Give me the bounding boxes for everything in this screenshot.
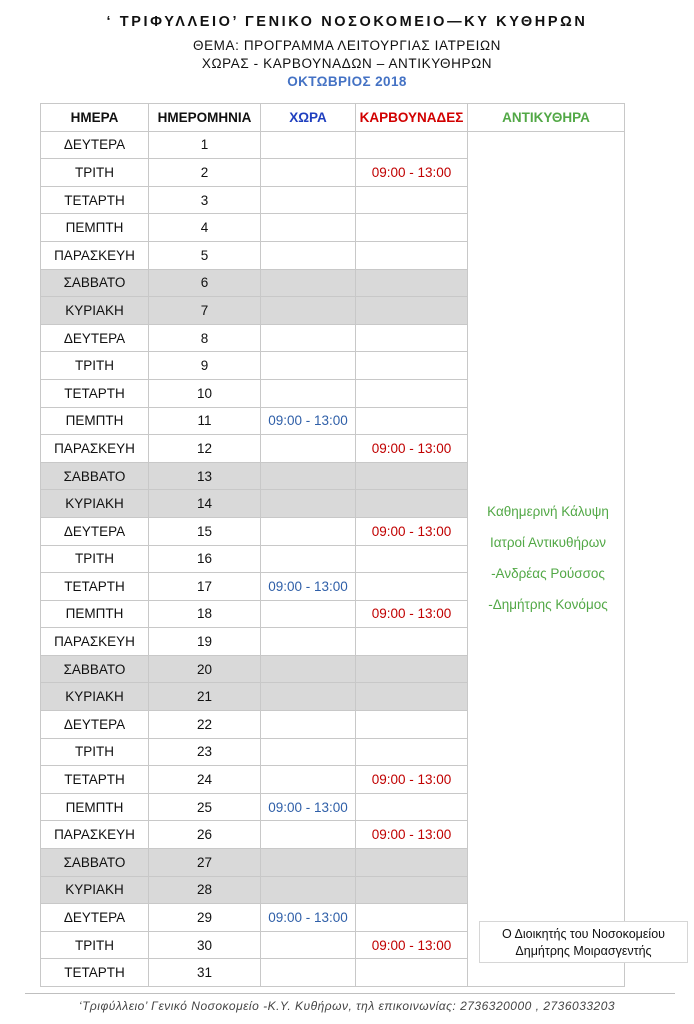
- day-cell: ΠΕΜΠΤΗ: [41, 600, 149, 628]
- date-cell: 8: [149, 324, 261, 352]
- karvounades-cell: 09:00 - 13:00: [356, 435, 468, 463]
- day-cell: ΣΑΒΒΑΤΟ: [41, 462, 149, 490]
- day-cell: ΔΕΥΤΕΡΑ: [41, 711, 149, 739]
- day-cell: ΠΑΡΑΣΚΕΥΗ: [41, 435, 149, 463]
- day-cell: ΚΥΡΙΑΚΗ: [41, 876, 149, 904]
- antikythira-note: Καθημερινή Κάλυψη: [487, 504, 609, 520]
- karvounades-cell: [356, 490, 468, 518]
- day-cell: ΣΑΒΒΑΤΟ: [41, 269, 149, 297]
- karvounades-cell: [356, 186, 468, 214]
- karvounades-cell: [356, 241, 468, 269]
- karvounades-cell: [356, 628, 468, 656]
- day-cell: ΔΕΥΤΕΡΑ: [41, 324, 149, 352]
- day-cell: ΤΡΙΤΗ: [41, 352, 149, 380]
- date-cell: 17: [149, 573, 261, 601]
- chora-cell: [261, 959, 356, 987]
- day-cell: ΚΥΡΙΑΚΗ: [41, 297, 149, 325]
- date-cell: 27: [149, 849, 261, 877]
- karvounades-cell: [356, 545, 468, 573]
- antikythira-note: Ιατροί Αντικυθήρων: [489, 535, 607, 551]
- document-title: ‘ ΤΡΙΦΥΛΛΕΙΟ’ ΓΕΝΙΚΟ ΝΟΣΟΚΟΜΕΙΟ—ΚΥ ΚΥΘΗΡΩΝ: [106, 14, 588, 30]
- date-cell: 14: [149, 490, 261, 518]
- date-cell: 19: [149, 628, 261, 656]
- date-cell: 30: [149, 931, 261, 959]
- day-cell: ΠΕΜΠΤΗ: [41, 407, 149, 435]
- chora-cell: 09:00 - 13:00: [261, 793, 356, 821]
- month-label: ΟΚΤΩΒΡΙΟΣ 2018: [287, 74, 407, 89]
- chora-cell: [261, 297, 356, 325]
- day-cell: ΣΑΒΒΑΤΟ: [41, 655, 149, 683]
- chora-cell: [261, 462, 356, 490]
- date-cell: 29: [149, 904, 261, 932]
- karvounades-cell: 09:00 - 13:00: [356, 821, 468, 849]
- antikythira-note: -Δημήτρης Κονόμος: [488, 597, 608, 613]
- chora-cell: [261, 628, 356, 656]
- karvounades-cell: [356, 462, 468, 490]
- date-cell: 26: [149, 821, 261, 849]
- day-cell: ΤΡΙΤΗ: [41, 545, 149, 573]
- chora-cell: [261, 269, 356, 297]
- chora-cell: [261, 931, 356, 959]
- date-cell: 1: [149, 131, 261, 159]
- day-cell: ΣΑΒΒΑΤΟ: [41, 849, 149, 877]
- header-day: ΗΜΕΡΑ: [41, 104, 149, 132]
- chora-cell: [261, 766, 356, 794]
- chora-cell: [261, 655, 356, 683]
- chora-cell: [261, 545, 356, 573]
- karvounades-cell: 09:00 - 13:00: [356, 517, 468, 545]
- date-cell: 9: [149, 352, 261, 380]
- karvounades-cell: [356, 131, 468, 159]
- karvounades-cell: [356, 876, 468, 904]
- karvounades-cell: [356, 683, 468, 711]
- header-date: ΗΜΕΡΟΜΗΝΙΑ: [149, 104, 261, 132]
- chora-cell: [261, 186, 356, 214]
- day-cell: ΠΑΡΑΣΚΕΥΗ: [41, 241, 149, 269]
- day-cell: ΔΕΥΤΕΡΑ: [41, 131, 149, 159]
- day-cell: ΠΕΜΠΤΗ: [41, 793, 149, 821]
- karvounades-cell: [356, 738, 468, 766]
- chora-cell: 09:00 - 13:00: [261, 904, 356, 932]
- signature-title: Ο Διοικητής του Νοσοκομείου: [501, 927, 665, 941]
- karvounades-cell: [356, 959, 468, 987]
- karvounades-cell: 09:00 - 13:00: [356, 600, 468, 628]
- signature-box: [479, 921, 688, 963]
- chora-cell: 09:00 - 13:00: [261, 407, 356, 435]
- footer-contact: ‘Τριφύλλειο’ Γενικό Νοσοκομείο -Κ.Υ. Κυθήρων, τηλ επικοινωνίας: 2736320000 , 2736033203: [78, 999, 616, 1013]
- day-cell: ΚΥΡΙΑΚΗ: [41, 490, 149, 518]
- date-cell: 15: [149, 517, 261, 545]
- day-cell: ΠΑΡΑΣΚΕΥΗ: [41, 628, 149, 656]
- karvounades-cell: [356, 793, 468, 821]
- day-cell: ΤΡΙΤΗ: [41, 159, 149, 187]
- date-cell: 22: [149, 711, 261, 739]
- karvounades-cell: [356, 297, 468, 325]
- chora-cell: [261, 324, 356, 352]
- chora-cell: [261, 517, 356, 545]
- date-cell: 7: [149, 297, 261, 325]
- day-cell: ΚΥΡΙΑΚΗ: [41, 683, 149, 711]
- table-row: [41, 131, 625, 159]
- date-cell: 21: [149, 683, 261, 711]
- chora-cell: [261, 435, 356, 463]
- date-cell: 2: [149, 159, 261, 187]
- day-cell: ΤΕΤΑΡΤΗ: [41, 766, 149, 794]
- karvounades-cell: [356, 352, 468, 380]
- table-header-row: [41, 104, 625, 132]
- subject-line-2: ΧΩΡΑΣ - ΚΑΡΒΟΥΝΑΔΩΝ – ΑΝΤΙΚΥΘΗΡΩΝ: [201, 56, 493, 71]
- chora-cell: [261, 490, 356, 518]
- header-antikythira: ΑΝΤΙΚΥΘΗΡΑ: [468, 104, 625, 132]
- date-cell: 23: [149, 738, 261, 766]
- date-cell: 4: [149, 214, 261, 242]
- karvounades-cell: [356, 407, 468, 435]
- karvounades-cell: [356, 904, 468, 932]
- day-cell: ΤΕΤΑΡΤΗ: [41, 186, 149, 214]
- subject-line-1: ΘΕΜΑ: ΠΡΟΓΡΑΜΜΑ ΛΕΙΤΟΥΡΓΙΑΣ ΙΑΤΡΕΙΩΝ: [192, 38, 502, 53]
- chora-cell: [261, 352, 356, 380]
- chora-cell: [261, 600, 356, 628]
- chora-cell: [261, 241, 356, 269]
- karvounades-cell: [356, 269, 468, 297]
- day-cell: ΔΕΥΤΕΡΑ: [41, 517, 149, 545]
- date-cell: 31: [149, 959, 261, 987]
- date-cell: 11: [149, 407, 261, 435]
- header-chora: ΧΩΡΑ: [261, 104, 356, 132]
- karvounades-cell: [356, 379, 468, 407]
- day-cell: ΔΕΥΤΕΡΑ: [41, 904, 149, 932]
- chora-cell: [261, 379, 356, 407]
- karvounades-cell: [356, 324, 468, 352]
- karvounades-cell: [356, 711, 468, 739]
- karvounades-cell: [356, 655, 468, 683]
- date-cell: 10: [149, 379, 261, 407]
- date-cell: 18: [149, 600, 261, 628]
- day-cell: ΠΕΜΠΤΗ: [41, 214, 149, 242]
- signature-name: Δημήτρης Μοιρασγεντής: [515, 944, 652, 958]
- day-cell: ΤΕΤΑΡΤΗ: [41, 379, 149, 407]
- karvounades-cell: [356, 214, 468, 242]
- date-cell: 24: [149, 766, 261, 794]
- karvounades-cell: 09:00 - 13:00: [356, 159, 468, 187]
- chora-cell: [261, 683, 356, 711]
- date-cell: 25: [149, 793, 261, 821]
- chora-cell: [261, 711, 356, 739]
- schedule-table: [40, 103, 625, 987]
- karvounades-cell: 09:00 - 13:00: [356, 766, 468, 794]
- date-cell: 28: [149, 876, 261, 904]
- date-cell: 12: [149, 435, 261, 463]
- date-cell: 13: [149, 462, 261, 490]
- footer-divider: [25, 993, 675, 994]
- header-karvounades: ΚΑΡΒΟΥΝΑΔΕΣ: [356, 104, 468, 132]
- karvounades-cell: [356, 849, 468, 877]
- chora-cell: [261, 738, 356, 766]
- date-cell: 3: [149, 186, 261, 214]
- day-cell: ΤΡΙΤΗ: [41, 931, 149, 959]
- day-cell: ΤΡΙΤΗ: [41, 738, 149, 766]
- karvounades-cell: [356, 573, 468, 601]
- chora-cell: [261, 159, 356, 187]
- antikythira-cell: [468, 131, 625, 986]
- chora-cell: 09:00 - 13:00: [261, 573, 356, 601]
- chora-cell: [261, 876, 356, 904]
- chora-cell: [261, 214, 356, 242]
- karvounades-cell: 09:00 - 13:00: [356, 931, 468, 959]
- date-cell: 5: [149, 241, 261, 269]
- day-cell: ΠΑΡΑΣΚΕΥΗ: [41, 821, 149, 849]
- day-cell: ΤΕΤΑΡΤΗ: [41, 959, 149, 987]
- date-cell: 16: [149, 545, 261, 573]
- date-cell: 6: [149, 269, 261, 297]
- chora-cell: [261, 821, 356, 849]
- date-cell: 20: [149, 655, 261, 683]
- chora-cell: [261, 849, 356, 877]
- chora-cell: [261, 131, 356, 159]
- day-cell: ΤΕΤΑΡΤΗ: [41, 573, 149, 601]
- antikythira-note: -Ανδρέας Ρούσσος: [491, 566, 605, 582]
